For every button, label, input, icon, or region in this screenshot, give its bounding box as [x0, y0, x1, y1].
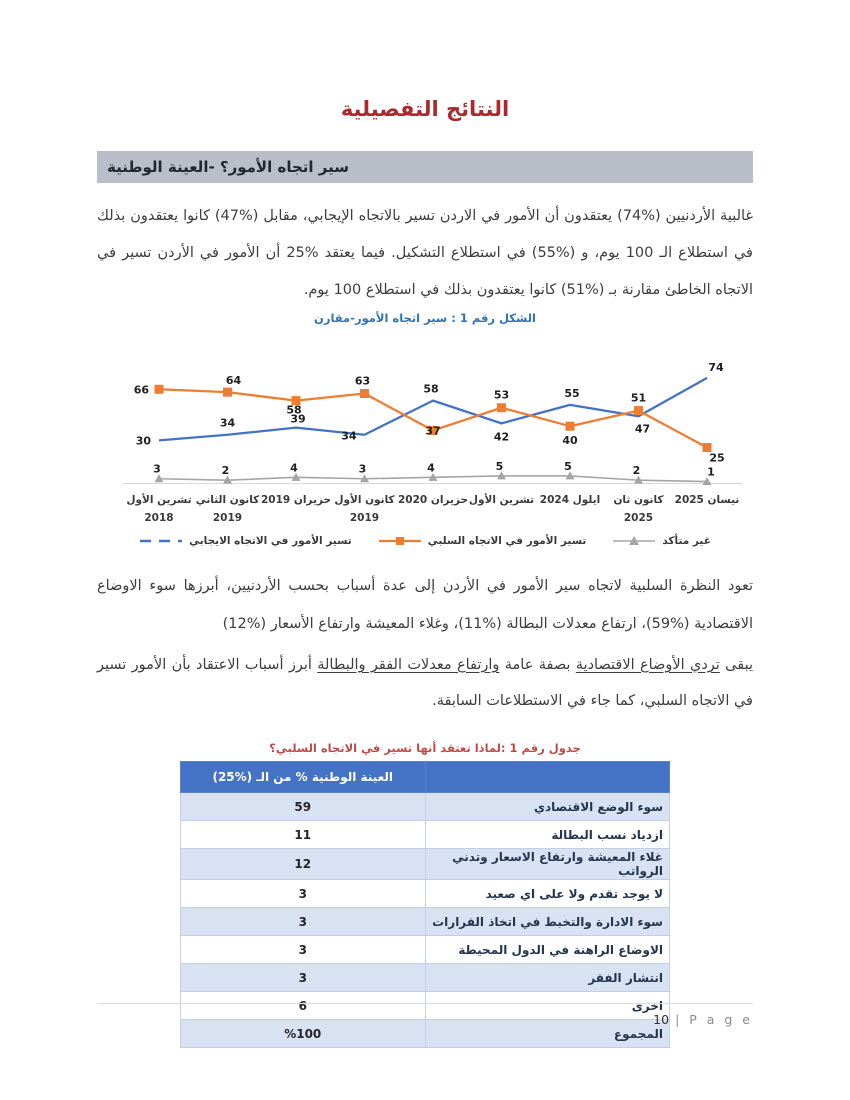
conclusion-underlined-poverty: وارتفاع معدلات الفقر والبطالة: [317, 657, 500, 673]
table-header-empty: [425, 762, 670, 793]
legend-label-negative: تسير الأمور في الاتجاه السلبي: [427, 535, 587, 547]
data-label: 2: [221, 464, 230, 478]
x-axis-label: نيسان 2025: [674, 494, 740, 506]
conclusion-seg3: بصفة عامة: [499, 657, 576, 673]
table-header-value-col: العينة الوطنية % من الـ (%25): [181, 762, 426, 793]
legend-item-positive: [139, 535, 352, 547]
data-label: 2: [632, 464, 641, 478]
conclusion-seg1: يبقى: [719, 657, 753, 673]
table-row: [181, 849, 670, 880]
intro-paragraph: غالبية الأردنيين (%74) يعتقدون أن الأمور في الاردن تسير بالاتجاه الإيجابي، مقابل (%47) كانوا يعتقدون بذلك في استطلاع الـ 100 يوم، و (%55) في استطلاع التشكيل. فيما يعتقد %25 أن الأمور في الأردن تسير في الاتجاه الخاطئ مقارنة بـ (%51) كانوا يعتقدون بذلك في استطلاع 100 يوم.: [97, 208, 753, 298]
data-label: 63: [354, 374, 371, 388]
data-label: 25: [709, 451, 725, 465]
data-label: 74: [708, 360, 724, 374]
data-label: 34: [341, 429, 357, 443]
reason-cell: المجموع: [425, 1020, 670, 1048]
page-content: [97, 0, 753, 1048]
data-label: 30: [135, 434, 151, 448]
data-label: 55: [564, 386, 580, 400]
data-label: 40: [562, 434, 578, 448]
x-axis-label: حزيران 2019: [260, 494, 332, 506]
table-header-row: [181, 762, 670, 793]
data-label: 47: [634, 422, 651, 436]
value-cell: 3: [181, 964, 426, 992]
data-label: 3: [358, 462, 367, 476]
legend-label-unsure: غير متأكد: [662, 535, 711, 547]
reason-cell: اخرى: [425, 992, 670, 1020]
data-label: 37: [425, 424, 441, 438]
series-line-1: [159, 386, 707, 447]
conclusion-underlined-economic: تردي الأوضاع الاقتصادية: [575, 657, 720, 673]
table-row: [181, 908, 670, 936]
square-marker-line-sample-icon: [378, 535, 422, 547]
legend-item-negative: [378, 535, 587, 547]
square-marker: [566, 422, 575, 431]
data-label: 4: [290, 461, 298, 475]
table-row: [181, 821, 670, 849]
x-axis-label: تشرين الأول: [468, 494, 535, 506]
value-cell: 3: [181, 908, 426, 936]
data-label: 5: [495, 459, 504, 473]
value-cell: 12: [181, 849, 426, 880]
data-label: 39: [290, 412, 306, 426]
reason-cell: ازدياد نسب البطالة: [425, 821, 670, 849]
conclusion-seg5: أبرز أسباب الاعتقاد بأن الأمور تسير في الاتجاه السلبي، كما جاء في الاستطلاعات السابقة.: [97, 657, 753, 709]
data-label: 42: [493, 430, 510, 444]
table-row: [181, 880, 670, 908]
data-label: 66: [133, 383, 149, 397]
conclusion-paragraph: [97, 647, 753, 719]
square-marker: [360, 389, 369, 398]
x-axis-label: حزيران 2020: [397, 494, 469, 506]
x-axis-label: كانون الأول: [334, 494, 395, 506]
table-row: [181, 793, 670, 821]
data-label: 64: [225, 374, 242, 388]
dashed-line-sample-icon: [139, 535, 183, 547]
square-marker: [497, 403, 506, 412]
legend-item-unsure: [612, 535, 711, 547]
chart-legend: [97, 535, 753, 547]
square-marker: [155, 385, 164, 394]
figure-caption: الشكل رقم 1 : سير اتجاه الأمور-مقارن: [314, 311, 536, 325]
square-marker: [223, 388, 232, 397]
value-cell: %100: [181, 1020, 426, 1048]
reasons-paragraph: تعود النظرة السلبية لاتجاه سير الأمور في الأردن إلى عدة أسباب بحسب الأردنيين، أبرزها سوء الاوضاع الاقتصادية (%59)، ارتفاع معدلات البطالة (%11)، وغلاء المعيشة وارتفاع الأسعار (%12): [97, 578, 753, 632]
value-cell: 3: [181, 880, 426, 908]
x-axis-label: تشرين الأول: [126, 494, 192, 506]
x-axis-label: 2025: [623, 512, 654, 524]
table-row: [181, 936, 670, 964]
data-label: 4: [427, 461, 435, 475]
table-row: [181, 964, 670, 992]
data-label: 53: [493, 388, 510, 402]
page-number: 10: [653, 1012, 670, 1027]
legend-label-positive: تسير الأمور في الاتجاه الايجابي: [189, 535, 352, 547]
trend-line-chart: [97, 333, 753, 547]
data-label: 3: [153, 462, 161, 476]
reason-cell: الاوضاع الراهنة في الدول المحيطة: [425, 936, 670, 964]
data-label: 1: [707, 465, 715, 479]
value-cell: 6: [181, 992, 426, 1020]
value-cell: 3: [181, 936, 426, 964]
reason-cell: لا يوجد تقدم ولا على اي صعيد: [425, 880, 670, 908]
x-axis-label: 2019: [212, 512, 243, 524]
reason-cell: سوء الادارة والتخبط في اتخاذ القرارات: [425, 908, 670, 936]
data-label: 58: [286, 403, 302, 417]
page-title: النتائج التفصيلية: [340, 97, 510, 121]
value-cell: 11: [181, 821, 426, 849]
square-marker: [634, 406, 643, 415]
page-word: | P a g e: [675, 1012, 753, 1027]
data-label: 51: [630, 391, 647, 405]
reason-cell: انتشار الفقر: [425, 964, 670, 992]
page-footer: [97, 1003, 753, 1027]
reason-cell: سوء الوضع الاقتصادي: [425, 793, 670, 821]
section-heading: سير اتجاه الأمور؟ -العينة الوطنية: [107, 158, 349, 176]
x-axis-label: كانون الثاني: [195, 494, 260, 506]
table-caption: جدول رقم 1 :لماذا تعتقد أنها تسير في الاتجاه السلبي؟: [269, 741, 581, 755]
value-cell: 59: [181, 793, 426, 821]
x-axis-label: ايلول 2024: [539, 494, 601, 506]
x-axis-label: 2019: [349, 512, 380, 524]
section-heading-bar: [97, 151, 753, 183]
x-axis-label: كانون ثان: [613, 494, 664, 506]
chart-canvas: [97, 333, 753, 533]
data-label: 34: [219, 416, 236, 430]
triangle-marker-line-sample-icon: [612, 535, 656, 547]
data-label: 58: [423, 382, 439, 396]
reason-cell: غلاء المعيشة وارتفاع الاسعار وتدني الرواتب: [425, 849, 670, 880]
x-axis-label: 2018: [144, 512, 174, 524]
data-label: 5: [564, 459, 572, 473]
